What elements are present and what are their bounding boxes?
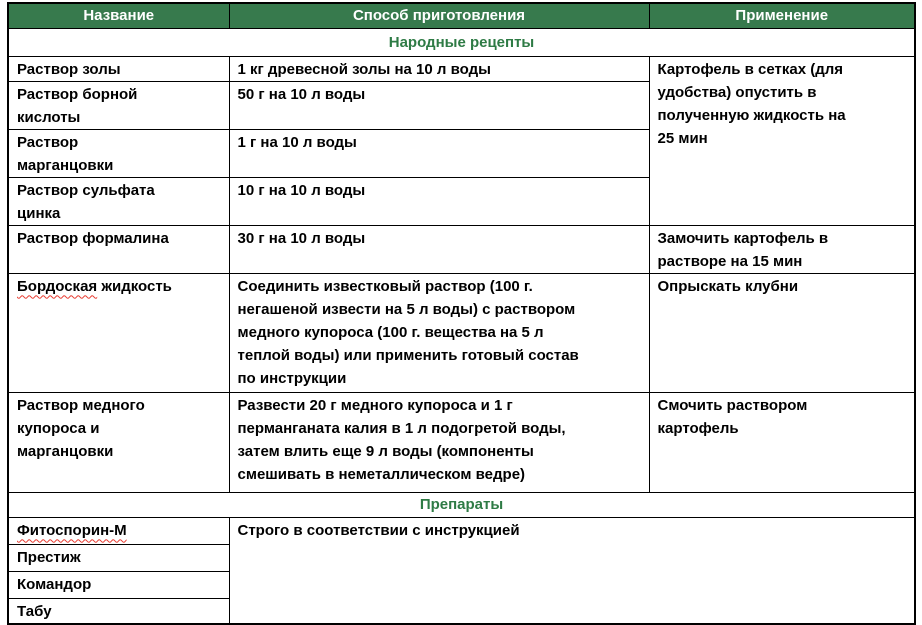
treatment-table xyxy=(7,2,916,625)
cell-method: Развести 20 г медного купороса и 1 г перманганата калия в 1 л подогретой воды, затем влить еще 9 л воды (компоненты смешивать в неметаллическом ведре) xyxy=(229,392,649,492)
cell-name: Раствор золы xyxy=(8,56,229,81)
cell-name: Табу xyxy=(8,598,229,624)
table-row xyxy=(8,273,915,392)
table-row xyxy=(8,225,915,273)
header-cell-application: Применение xyxy=(649,3,915,28)
cell-name: Раствор медного купороса и марганцовки xyxy=(8,392,229,492)
cell-name: Раствор формалина xyxy=(8,225,229,273)
table-row xyxy=(8,56,915,81)
section-title-preparations: Препараты xyxy=(8,492,915,517)
section-title-folk-recipes: Народные рецепты xyxy=(8,28,915,56)
cell-application: Опрыскать клубни xyxy=(649,273,915,392)
cell-method: Соединить известковый раствор (100 г. негашеной извести на 5 л воды) с раствором медного купороса (100 г. вещества на 5 л теплой воды) или применить готовый состав по инструкции xyxy=(229,273,649,392)
table-row xyxy=(8,392,915,492)
cell-method: 1 кг древесной золы на 10 л воды xyxy=(229,56,649,81)
section-row-preparations xyxy=(8,492,915,517)
cell-name: Командор xyxy=(8,571,229,598)
header-row xyxy=(8,3,915,28)
cell-name: Престиж xyxy=(8,544,229,571)
cell-name: Раствор сульфата цинка xyxy=(8,177,229,225)
misspelled-word: Бордоская xyxy=(17,277,98,295)
header-cell-name: Название xyxy=(8,3,229,28)
cell-name xyxy=(8,517,229,544)
cell-method: 1 г на 10 л воды xyxy=(229,129,649,177)
cell-instruction-merged: Строго в соответствии с инструкцией xyxy=(229,517,915,624)
table-row xyxy=(8,517,915,544)
cell-method: 50 г на 10 л воды xyxy=(229,81,649,129)
cell-application: Замочить картофель в растворе на 15 мин xyxy=(649,225,915,273)
cell-name: Раствор борной кислоты xyxy=(8,81,229,129)
section-row-folk-recipes xyxy=(8,28,915,56)
misspelled-word: Фитоспорин-М xyxy=(17,521,127,539)
cell-application-merged: Картофель в сетках (для удобства) опустить в полученную жидкость на 25 мин xyxy=(649,56,915,225)
cell-name-rest: жидкость xyxy=(97,277,172,295)
header-cell-method: Способ приготовления xyxy=(229,3,649,28)
cell-name: Раствор марганцовки xyxy=(8,129,229,177)
cell-name xyxy=(8,273,229,392)
cell-application: Смочить раствором картофель xyxy=(649,392,915,492)
cell-method: 30 г на 10 л воды xyxy=(229,225,649,273)
cell-method: 10 г на 10 л воды xyxy=(229,177,649,225)
